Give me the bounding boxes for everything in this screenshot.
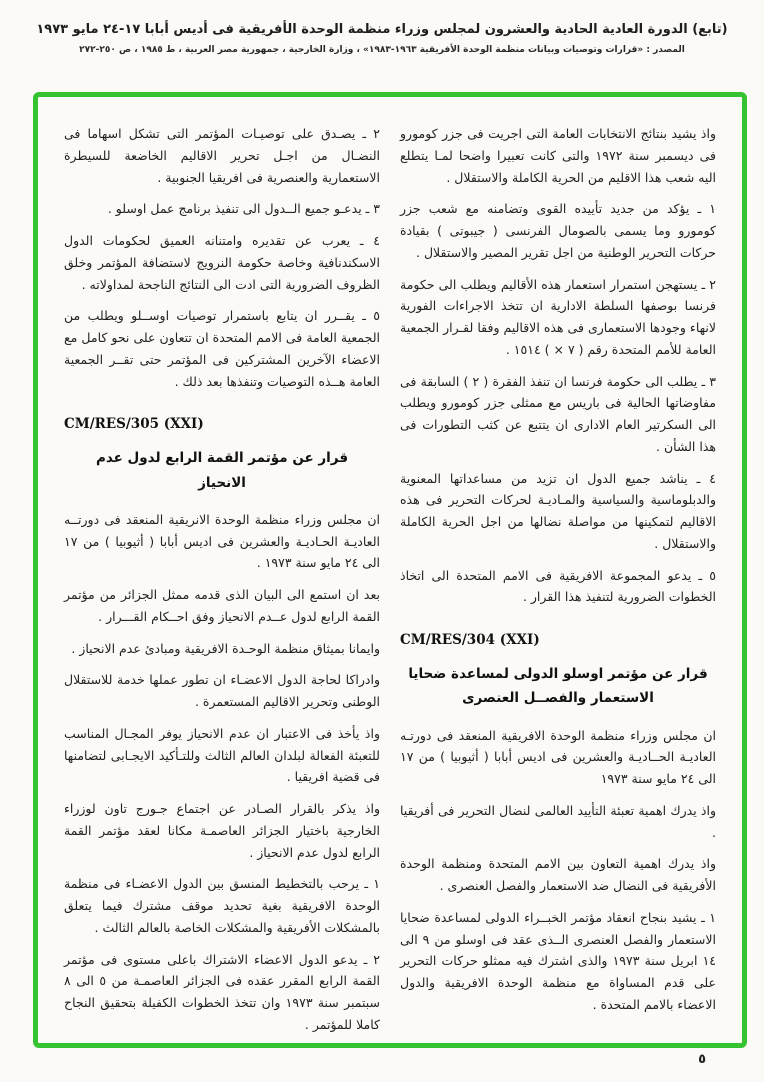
paragraph: واذ يذكر بالقرار الصـادر عن اجتماع جـورج تاون لوزراء الخارجية باختيار الجزائر العاصمـة مكانا لعقد مؤتمر القمة الرابع لدول عدم الانحياز . — [64, 801, 380, 860]
paragraph: وايمانا بميثاق منظمة الوحـدة الافريقية ومبادئ عدم الانحياز . — [71, 640, 380, 656]
content-frame — [33, 92, 747, 1048]
paragraph: واذ يشيد بنتائج الانتخابات العامة التى اجريت فى جزر كومورو فى ديسمبر سنة ١٩٧٢ والتى كانت تعبيرا واضحا لمـا يتطلع اليه شعب هذا الاقليم من الحرية الكاملة والاستقلال . — [400, 126, 716, 185]
paragraph: واذ يدرك اهمية تعبئة التأييد العالمى لنضال التحرير فى أفريقيا . — [400, 802, 716, 840]
paragraph: واذ يأخذ فى الاعتبار ان عدم الانحياز يوفر المجـال المناسب للتعبئة الفعالة لبلدان العالم الثالث وللتـأكيد الايجـابى لتضامنها فى قضية افريقيا . — [64, 725, 380, 785]
paragraph: ان مجلس وزراء منظمة الوحدة الانريقية المنعقد فى دورتــه العاديـة الحـاديـة والعشرين فى اديس أبابا ( أثيوبيا ) من ١٧ الى ٢٤ مايو سنة ١٩٧٣ . — [64, 511, 380, 571]
paragraph: وادراكا لحاجة الدول الاعضـاء ان تطور عملها خدمة للاستقلال الوطنى وتحرير الاقاليم المستعمرة . — [64, 672, 380, 710]
paragraph: واذ يدرك اهمية التعاون بين الامم المتحدة ومنظمة الوحدة الأفريقية فى النضال ضد الاستعمار والفصل العنصرى . — [400, 856, 716, 894]
paragraph: ٢ ـ يستهجن استمرار استعمار هذه الأقاليم ويطلب الى حكومة فرنسا بوصفها السلطة الادارية ان تتخذ الاجراءات الفورية لانهاء وجودها الاستعمارى فى هذه الاقاليم وفقا لقـرار الجمعية العامة للأمم المتحدة رقم ( ٧ × ) ١٥١٤ . — [400, 276, 716, 357]
column-left — [64, 123, 380, 1031]
paragraph: ١ ـ يشيد بنجاح انعقاد مؤتمر الخبــراء الدولى لمساعدة ضحايا الاستعمار والفصل العنصرى الــذى عقد فى اوسلو من ٩ الى ١٤ ابريل سنة ١٩٧٣ والذى اشترك فيه ممثلو حركات التحرير على قدم المساواة مع منظمة الوحدة الافريقية والدول الاعضاء بالامم المتحدة . — [400, 909, 716, 1012]
paragraph: ٥ ـ يقــرر ان يتابع باستمرار توصيات اوســلو ويطلب من الجمعية العامة فى الامم المتحدة ان تتعاون على نحو كامل مع الاعضاء الآخرين المشتركين فى المؤتمر حتى تقــر الجمعية العامة هــذه التوصيات وتنفذها بعد ذلك . — [64, 308, 380, 389]
page-header — [10, 22, 754, 55]
resolution-code-305: CM/RES/305 (XXI) — [64, 416, 204, 433]
paragraph: ٢ ـ يصـدق على توصيـات المؤتمر التى تشكل اسهاما فى النضـال من اجـل تحرير الاقاليم الخاضعة للسيطرة الاستعمارية والعنصرية فى افريقيا الجنوبية . — [64, 126, 380, 185]
paragraph: ٣ ـ يطلب الى حكومة فرنسا ان تنفذ الفقرة ( ٢ ) السابقة فى مفاوضاتها الحالية فى باريس مع ممثلى جزر كومورو ويطلب الى السكرتير العام الادارى ان يتتبع عن كثب التطورات فى هذا الشأن . — [400, 373, 717, 454]
document-title: (تابع) الدورة العادية الحادية والعشرون لمجلس وزراء منظمة الوحدة الأفريقية فى أديس أبابا ١٧-٢٤ مايو ١٩٧٣ — [36, 22, 728, 37]
paragraph: ٤ ـ يناشد جميع الدول ان تزيد من مساعداتها المعنوية والدبلوماسية والسياسية والمـاديـة لحركات التحرير فى هذه الاقاليم لتمكينها من مواصلة نضالها من اجل الحرية الكاملة والاستقلال . — [400, 470, 716, 551]
document-source-line: المصدر : «قرارات وتوصيات وبيانات منظمة الوحدة الأفريقية ١٩٦٣-١٩٨٣» ، وزارة الخارجية ، جمهورية مصر العربية ، ط ١٩٨٥ ، ص ٢٥٠-٢٧٢ — [79, 45, 685, 55]
paragraph: ٢ ـ يدعو الدول الاعضاء الاشتراك باعلى مستوى فى مؤتمر القمة الرابع المقرر عقده فى الجزائر العاصمـة من ٥ الى ٨ سبتمبر سنة ١٩٧٣ وان تتخذ الخطوات الكفيلة بتحقيق النجاح كاملا للمؤتمر . — [64, 951, 381, 1032]
resolution-code-304: CM/RES/304 (XXI) — [400, 632, 540, 648]
paragraph: ١ ـ يؤكد من جديد تأييده القوى وتضامنه مع شعب جزر كومورو وما يسمى بالصومال الفرنسى ( جيبوتى ) بقيادة حركات التحرير الوطنية من اجل تقرير المصير والاستقلال . — [400, 201, 716, 260]
paragraph: بعد ان استمع الى البيان الذى قدمه ممثل الجزائر من مؤتمر القمة الرابع لدول عــدم الانحياز وفق احــكام القـــرار . — [64, 587, 380, 624]
page-number: ٥ — [698, 1052, 706, 1067]
resolution-title-305: قرار عن مؤتمر القمة الرابع لدول عدم الانحياز — [95, 450, 349, 491]
paragraph: ١ ـ يرحب بالتخطيط المنسق بين الدول الاعضـاء فى منظمة الوحدة الافريقية بغية تحديد موقف مشترك فيما يتعلق بالمشكلات الأفريقية والمشكلات الخاصة بالعالم الثالث . — [64, 876, 380, 935]
column-right — [400, 123, 716, 1031]
paragraph: ان مجلس وزراء منظمة الوحدة الافريقية المنعقد فى دورتـه العاديـة الحــاديـة والعشرين فى اديس أبابا ( أثيوبيا ) من ١٧ الى ٢٤ مايو سنة ١٩٧٣ — [400, 727, 716, 787]
paragraph: ٤ ـ يعرب عن تقديره وامتنانه العميق لحكومات الدول الاسكندنافية وخاصة حكومة النرويج لاستضافة المؤتمر وخلق الظروف الضرورية التى ادت الى النتائج الناجحة لمداولاته . — [64, 233, 380, 292]
paragraph: ٣ ـ يدعـو جميع الــدول الى تنفيذ برنامج عمل اوسلو . — [107, 201, 380, 217]
resolution-title-304: قرار عن مؤتمر اوسلو الدولى لمساعدة ضحايا الاستعمار والفصــل العنصرى — [408, 666, 708, 707]
text-columns — [64, 123, 716, 1031]
paragraph: ٥ ـ يدعو المجموعة الافريقية فى الامم المتحدة الى اتخاذ الخطوات الضرورية لتنفيذ هذا القرار . — [400, 567, 716, 605]
